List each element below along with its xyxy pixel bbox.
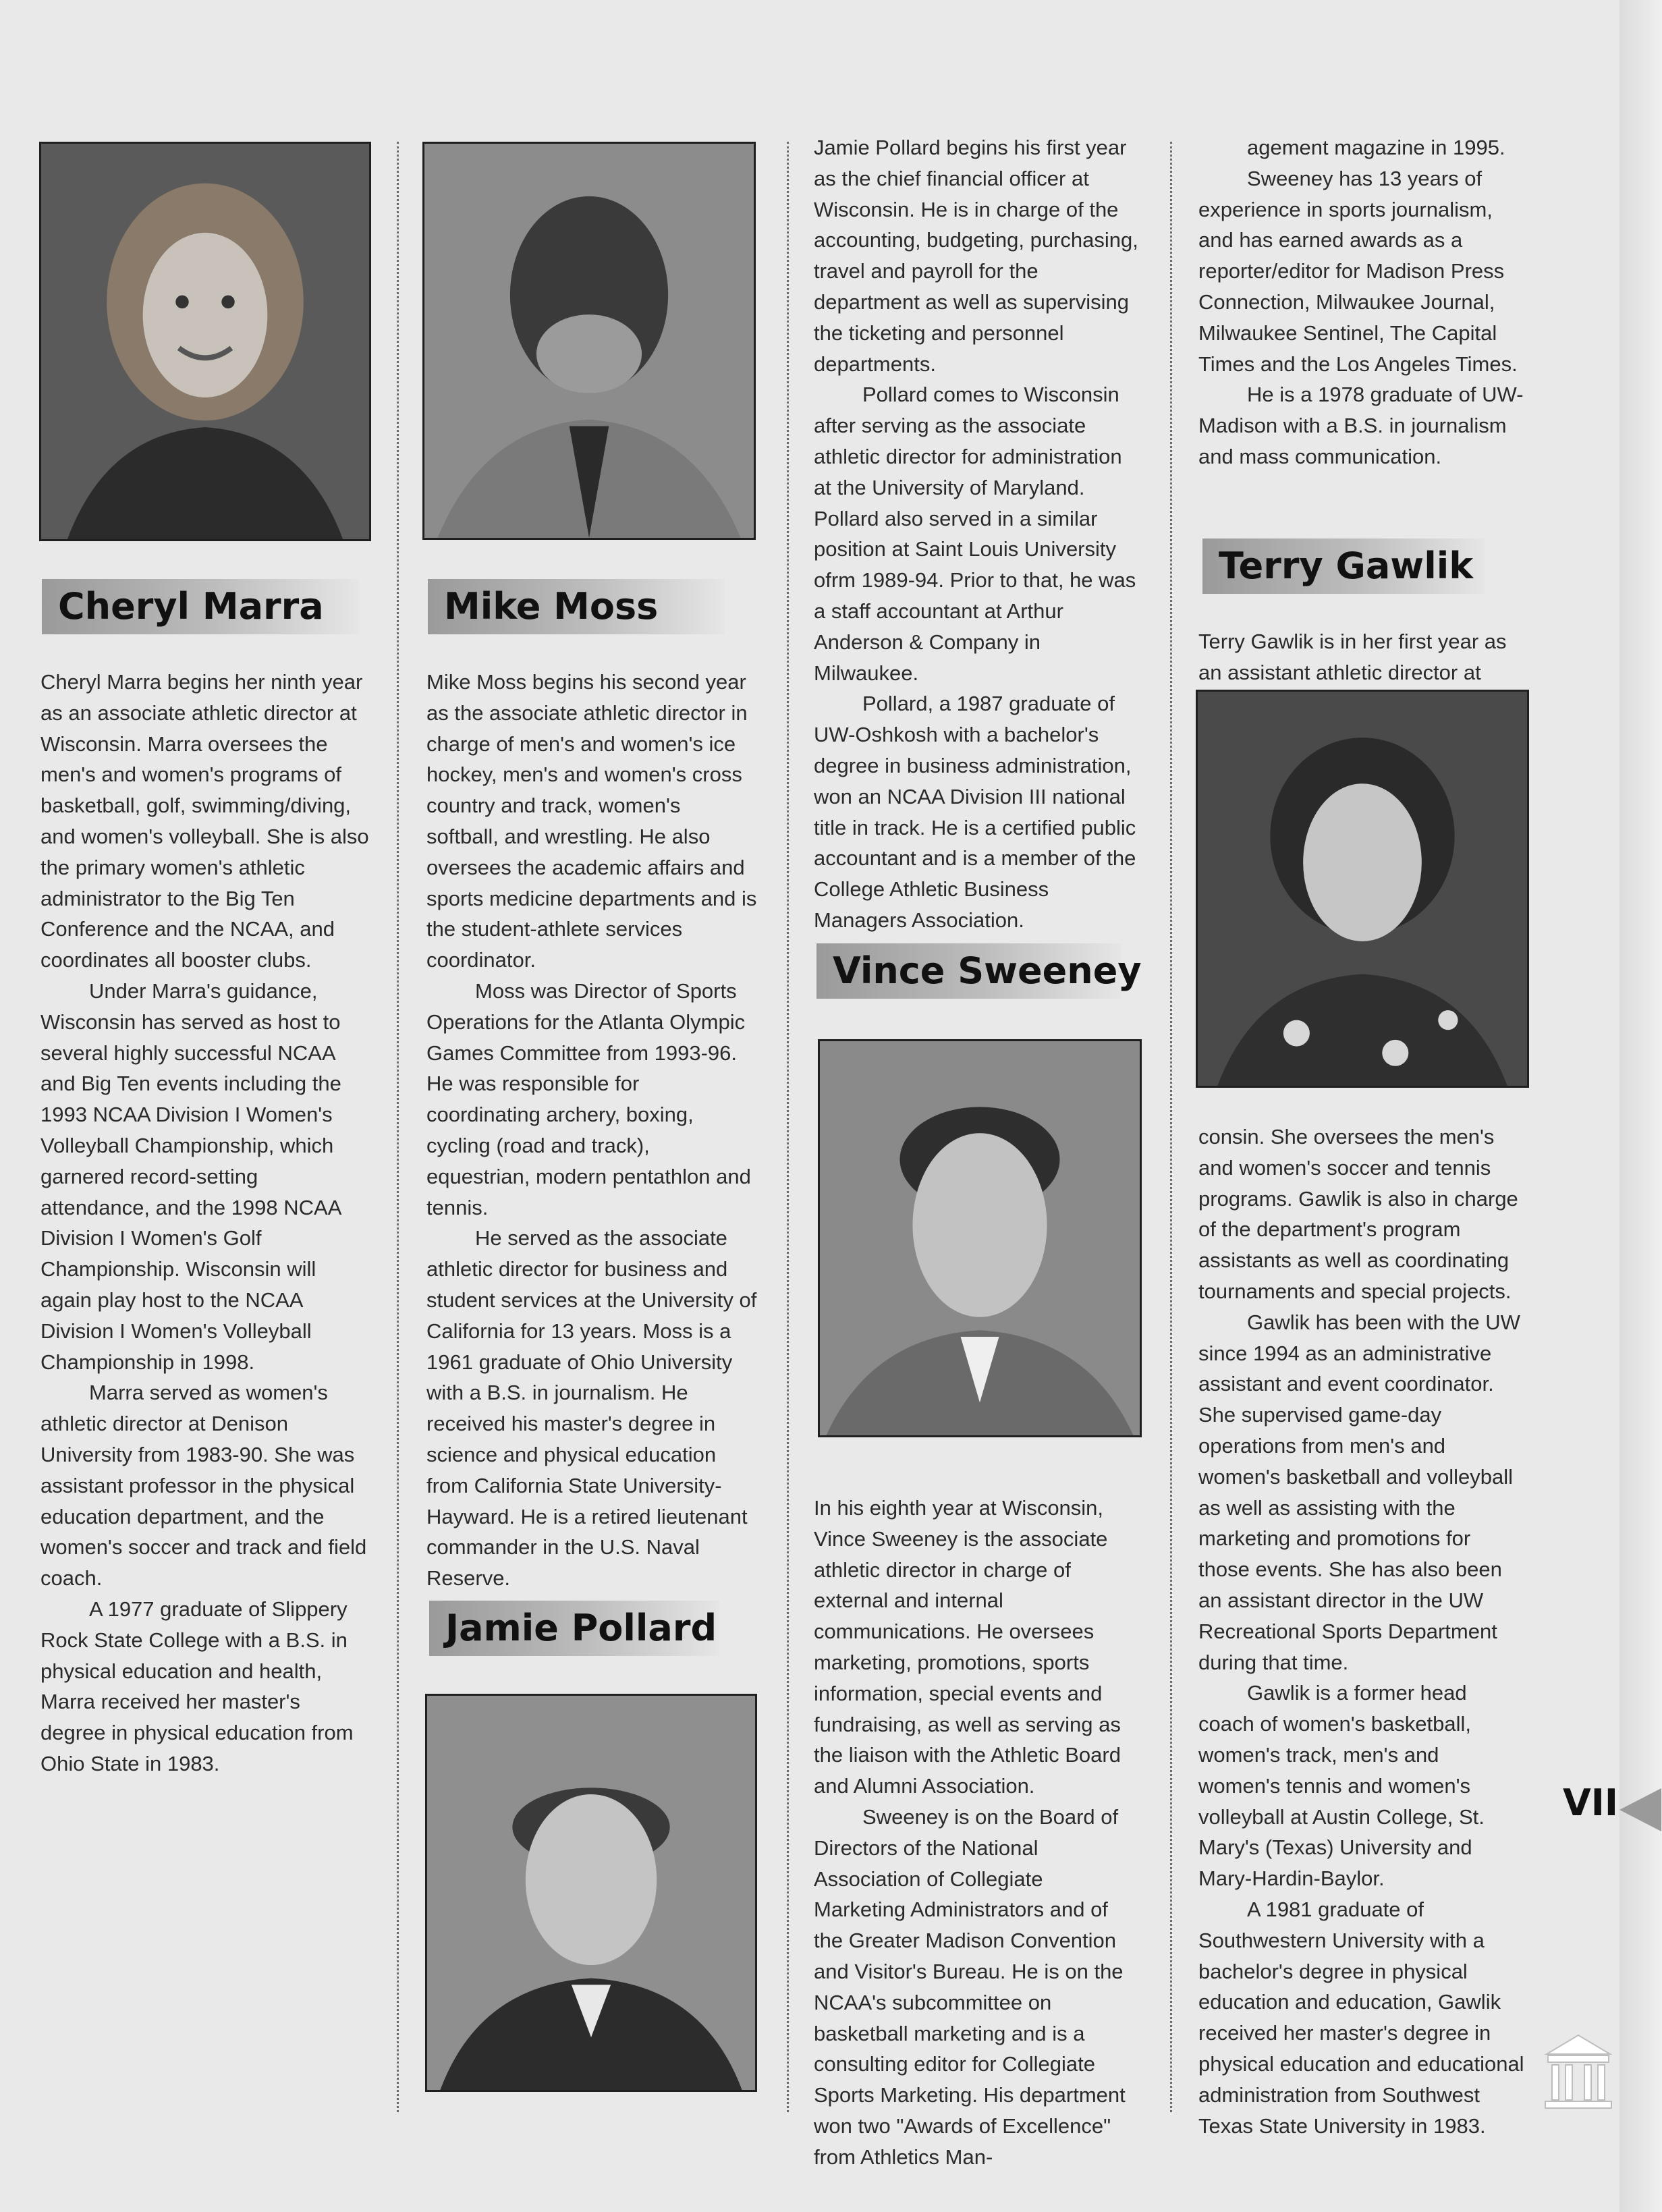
portrait-photo-moss (422, 142, 756, 540)
bio-paragraph: Pollard comes to Wisconsin after serving as the associate athletic director for administration at the University of Maryland. Pollard also served in a similar position at Saint Louis University ofrm 1989-94. Prior to that, he was a staff accountant at Arthur Anderson & Company in Milwaukee. (814, 383, 1136, 685)
portrait-photo-sweeney (818, 1039, 1142, 1437)
portrait-photo-gawlik (1196, 690, 1529, 1088)
portrait-photo-marra (39, 142, 371, 541)
bio-text-sweeney-part1 (814, 1493, 1140, 2173)
bio-paragraph: Moss was Director of Sports Operations for the Atlanta Olympic Games Committee from 1993-96. He was responsible for coordinating archery, boxing, cycling (road and track), equestrian, modern pentathlon and tennis. (426, 978, 751, 1219)
bio-paragraph: A 1981 graduate of Southwestern University with a bachelor's degree in physical education and education, Gawlik received her master's degree in physical education and educational administration from Southwest Texas State University in 1983. (1198, 1897, 1524, 2138)
bio-text-sweeney-part2 (1198, 132, 1526, 472)
portrait-photo-pollard (425, 1694, 757, 2092)
bio-paragraph: Marra served as women's athletic director at Denison University from 1983-90. She was assistant professor in the physical education department, and the women's soccer and track and field coach. (40, 1381, 367, 1591)
page-number: VII (1563, 1781, 1618, 1824)
page-arrow-icon (1619, 1788, 1661, 1831)
name-heading-gawlik: Terry Gawlik (1202, 538, 1485, 594)
bio-paragraph: Sweeney has 13 years of experience in sports journalism, and has earned awards as a reporter/editor for Madison Press Connection, Milwaukee Journal, Milwaukee Sentinel, The Capital Times and the Los Angeles Times. (1198, 166, 1518, 376)
name-heading-marra: Cheryl Marra (42, 579, 359, 634)
bio-paragraph: Gawlik is a former head coach of women's basketball, women's track, men's and women's tennis and women's volleyball at Austin College, St. Mary's (Texas) University and Mary-Hardin-Baylor. (1198, 1681, 1485, 1891)
bio-text-pollard (814, 132, 1140, 936)
bio-paragraph: In his eighth year at Wisconsin, Vince Sweeney is the associate athletic director in charge of external and internal communications. He oversees marketing, promotions, sports information, special events and fundraising, as well as serving as the liaison with the Athletic Board and Alumni Association. (814, 1496, 1121, 1798)
column-divider (397, 142, 399, 2112)
bio-paragraph: agement magazine in 1995. (1247, 136, 1505, 159)
bio-paragraph: Under Marra's guidance, Wisconsin has served as host to several highly successful NCAA and Big Ten events including the 1993 NCAA Division I Women's Volleyball Championship, which garnered record-setting attendance, and the 1998 NCAA Division I Women's Golf Championship. Wisconsin will again play host to the NCAA Division I Women's Volleyball Championship in 1998. (40, 978, 341, 1374)
bio-paragraph: Terry Gawlik is in her first year as an assistant athletic director at (1198, 630, 1507, 684)
column-divider (1170, 142, 1172, 2112)
bio-text-gawlik (1198, 1122, 1526, 2141)
bio-paragraph: A 1977 graduate of Slippery Rock State College with a B.S. in physical education and health, Marra received her master's degree in physical education from Ohio State in 1983. (40, 1597, 354, 1775)
bio-text-marra (40, 667, 371, 1779)
bio-paragraph: Jamie Pollard begins his first year as the chief financial officer at Wisconsin. He is in charge of the accounting, budgeting, purchasing, travel and payroll for the department as well as supervising the ticketing and personnel departments. (814, 136, 1138, 376)
bio-paragraph: He is a 1978 graduate of UW-Madison with a B.S. in journalism and mass communication. (1198, 383, 1524, 468)
building-logo-icon (1541, 2031, 1615, 2112)
bio-paragraph: Mike Moss begins his second year as the associate athletic director in charge of men's and women's ice hockey, men's and women's cross country and track, women's softball, and wrestling. He also oversees the academic affairs and sports medicine departments and is the student-athlete services coordinator. (426, 670, 757, 972)
name-heading-moss: Mike Moss (428, 579, 725, 634)
bio-paragraph: consin. She oversees the men's and women's soccer and tennis programs. Gawlik is also in charge of the department's program assistants as well as coordinating tournaments and special projects. (1198, 1125, 1518, 1303)
bio-paragraph: He served as the associate athletic director for business and student services at the University of California for 13 years. Moss is a 1961 graduate of Ohio University with a B.S. in journalism. He received his master's degree in science and physical education from California State University-Hayward. He is a retired lieutenant commander in the U.S. Naval Reserve. (426, 1226, 757, 1591)
bio-paragraph: Pollard, a 1987 graduate of UW-Oshkosh with a bachelor's degree in business administration, won an NCAA Division III national title in track. He is a certified public accountant and is a member of the College Athletic Business Managers Association. (814, 692, 1136, 932)
name-heading-pollard: Jamie Pollard (429, 1601, 719, 1656)
page-edge (1619, 0, 1662, 2212)
bio-paragraph: Cheryl Marra begins her ninth year as an associate athletic director at Wisconsin. Marra oversees the men's and women's programs of basketball, golf, swimming/diving, and women's volleyball. She is also the primary women's athletic administrator to the Big Ten Conference and the NCAA, and coordinates all booster clubs. (40, 670, 369, 972)
name-heading-sweeney: Vince Sweeney (816, 943, 1121, 999)
bio-paragraph: Sweeney is on the Board of Directors of the National Association of Collegiate Marketing Administrators and of the Greater Madison Convention and Visitor's Bureau. He is on the NCAA's subcommittee on basketball marketing and is a consulting editor for Collegiate Sports Marketing. His department won two "Awards of Excellence" from Athletics Man- (814, 1804, 1126, 2169)
bio-text-moss (426, 667, 757, 1594)
column-divider (787, 142, 789, 2112)
bio-paragraph: Gawlik has been with the UW since 1994 as an administrative assistant and event coordinator. She supervised game-day operations from men's and women's basketball and volleyball as well as assisting with the marketing and promotions for those events. She has also been an assistant director in the UW Recreational Sports Department during that time. (1198, 1310, 1520, 1674)
